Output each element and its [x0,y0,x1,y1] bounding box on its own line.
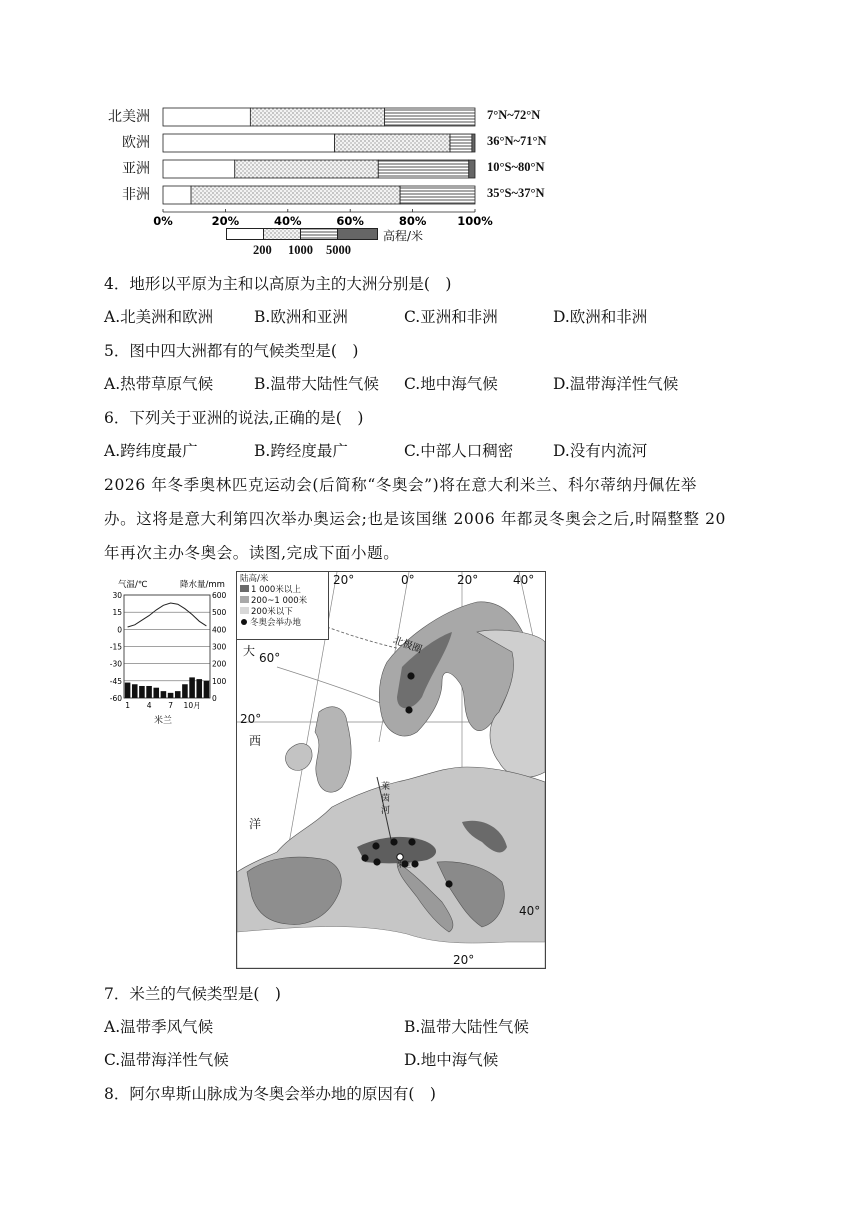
ocean-char-2: 西 [249,734,262,748]
temp-tick-0: 30 [112,591,122,600]
venue-marker-3 [372,842,379,849]
precip-bar-4 [153,688,159,698]
lat-label-60: 60° [259,651,281,665]
temp-tick-2: 0 [117,625,122,635]
venue-marker-8 [411,860,418,867]
lat-range-asia: 10°S~80°N [487,160,545,174]
lon-label-20w: 20° [333,573,355,587]
precip-bar-8 [182,684,188,698]
climate-chart-svg [104,576,240,726]
question-6-option-c[interactable]: C.中部人口稠密 [404,442,514,460]
temp-axis-label: 气温/℃ [118,580,148,590]
venue-marker-0 [407,672,414,679]
lat-range-north-america: 7°N~72°N [487,108,541,122]
elevation-legend [226,228,476,258]
lon-label-40e: 40° [513,573,535,587]
temp-tick-1: 15 [112,608,122,618]
bar-segment-1-3 [472,134,475,152]
continent-label-europe: 欧洲 [122,135,150,151]
month-tick-3: 10月 [183,701,201,710]
x-tick-label-0: 0% [153,214,173,228]
station-label: 米兰 [154,716,173,726]
question-7-stem: 7．米兰的气候类型是( ) [104,985,281,1003]
precip-axis-label: 降水量/mm [180,580,225,590]
ocean-char-3: 洋 [249,817,262,831]
rhine-label: 莱 茵 河 [381,782,391,816]
venue-marker-2 [361,854,368,861]
precip-bar-7 [175,691,181,698]
legend-value-5000: 5000 [326,243,351,257]
lon-label-20e-bottom: 20° [453,953,475,967]
bar-segment-1-1 [335,134,450,152]
bar-segment-0-2 [385,108,475,126]
bar-segment-3-2 [400,186,475,204]
precip-bar-11 [204,681,210,698]
month-tick-1: 4 [146,701,152,710]
continent-label-north-america: 北美洲 [108,109,150,125]
lat-label-20-left: 20° [240,712,262,726]
venue-marker-5 [408,838,415,845]
question-6-option-b[interactable]: B.跨经度最广 [254,442,348,460]
question-5-option-b[interactable]: B.温带大陆性气候 [254,375,379,393]
question-6-option-a[interactable]: A.跨纬度最广 [104,442,198,460]
question-5-stem: 5．图中四大洲都有的气候类型是( ) [104,342,359,360]
x-tick-label-4: 80% [398,214,427,228]
question-4-option-d[interactable]: D.欧洲和非洲 [553,308,648,326]
question-7-option-a[interactable]: A.温带季风气候 [104,1018,214,1036]
month-tick-0: 1 [125,701,130,710]
legend-value-1000: 1000 [288,243,313,257]
question-6-stem: 6．下列关于亚洲的说法,正确的是( ) [104,409,364,427]
map-legend-title: 陆高/米 [240,574,269,584]
precip-tick-4: 200 [212,659,227,669]
precip-bar-10 [196,679,202,698]
lat-range-europe: 36°N~71°N [487,134,547,148]
precip-bar-1 [132,684,138,698]
bar-segment-2-2 [378,160,468,178]
lon-label-20e: 20° [457,573,479,587]
climate-chart [104,576,240,726]
arctic-circle-label: 北极圈 [391,635,424,656]
temperature-line [128,603,207,627]
bar-segment-2-1 [235,160,379,178]
bar-segment-3-1 [191,186,400,204]
x-tick-label-2: 40% [274,214,302,228]
map-legend-item-mid: 200~1 000米 [240,596,325,607]
legend-swatches [226,228,386,242]
precip-tick-2: 400 [212,625,227,635]
legend-value-200: 200 [253,243,272,257]
lon-label-0: 0° [401,573,415,587]
question-7-option-d[interactable]: D.地中海气候 [404,1051,499,1069]
x-tick-label-1: 20% [211,214,240,228]
bar-segment-2-3 [469,160,475,178]
bar-segment-1-2 [450,134,472,152]
month-tick-2: 7 [168,701,173,710]
precip-bar-0 [125,683,131,698]
question-7-option-c[interactable]: C.温带海洋性气候 [104,1051,229,1069]
map-legend-item-venue: 冬奥会举办地 [240,618,325,629]
precip-tick-1: 500 [212,608,227,618]
precip-tick-6: 0 [212,694,217,703]
temp-tick-4: -30 [109,659,122,669]
venue-marker-4 [390,838,397,845]
question-4-option-b[interactable]: B.欧洲和亚洲 [254,308,348,326]
question-5-option-c[interactable]: C.地中海气候 [404,375,498,393]
map-legend-item-low: 200米以下 [240,607,325,618]
passage-line-2: 办。这将是意大利第四次举办奥运会;也是该国继 2006 年都灵冬奥会之后,时隔整整 20 [104,510,727,528]
precip-bar-6 [168,693,174,698]
bar-segment-2-0 [163,160,235,178]
map-legend [237,572,329,640]
ocean-char-1: 大 [243,644,256,658]
venue-marker-1 [405,706,412,713]
question-5-option-d[interactable]: D.温带海洋性气候 [553,375,679,393]
venue-marker-9 [445,880,452,887]
europe-map [236,571,546,969]
temp-tick-6: -60 [109,694,122,703]
passage-line-3: 年再次主办冬奥会。读图,完成下面小题。 [104,544,400,562]
precip-tick-5: 100 [212,676,227,686]
precip-bar-9 [189,677,195,698]
precip-bar-2 [139,686,145,698]
venue-marker-6 [373,858,380,865]
bar-segment-1-0 [163,134,335,152]
precip-bar-5 [161,691,167,698]
question-8-stem: 8．阿尔卑斯山脉成为冬奥会举办地的原因有( ) [104,1085,436,1103]
temp-tick-3: -15 [109,642,122,652]
question-4-stem: 4．地形以平原为主和以高原为主的大洲分别是( ) [104,275,452,293]
legend-label: 高程/米 [383,229,424,243]
lat-range-africa: 35°S~37°N [487,186,545,200]
precip-tick-3: 300 [212,642,227,652]
question-4-option-a[interactable]: A.北美洲和欧洲 [104,308,214,326]
temp-tick-5: -45 [109,676,122,686]
passage-line-1: 2026 年冬季奥林匹克运动会(后简称“冬奥会”)将在意大利米兰、科尔蒂纳丹佩佐举 [104,476,697,494]
x-tick-label-5: 100% [457,214,493,228]
precip-bar-3 [146,686,152,698]
continent-label-africa: 非洲 [122,187,150,203]
milan-map-label: 米兰 [397,861,411,869]
question-6-option-d[interactable]: D.没有内流河 [553,442,648,460]
question-7-option-b[interactable]: B.温带大陆性气候 [404,1018,529,1036]
precip-tick-0: 600 [212,591,227,600]
question-4-option-c[interactable]: C.亚洲和非洲 [404,308,498,326]
bar-segment-0-1 [250,108,384,126]
bar-segment-0-0 [163,108,250,126]
question-5-option-a[interactable]: A.热带草原气候 [104,375,214,393]
x-tick-label-3: 60% [336,214,364,228]
bar-segment-3-0 [163,186,191,204]
map-legend-item-high: 1 000米以上 [240,585,325,596]
continent-label-asia: 亚洲 [122,161,150,177]
lat-label-40: 40° [519,904,541,918]
